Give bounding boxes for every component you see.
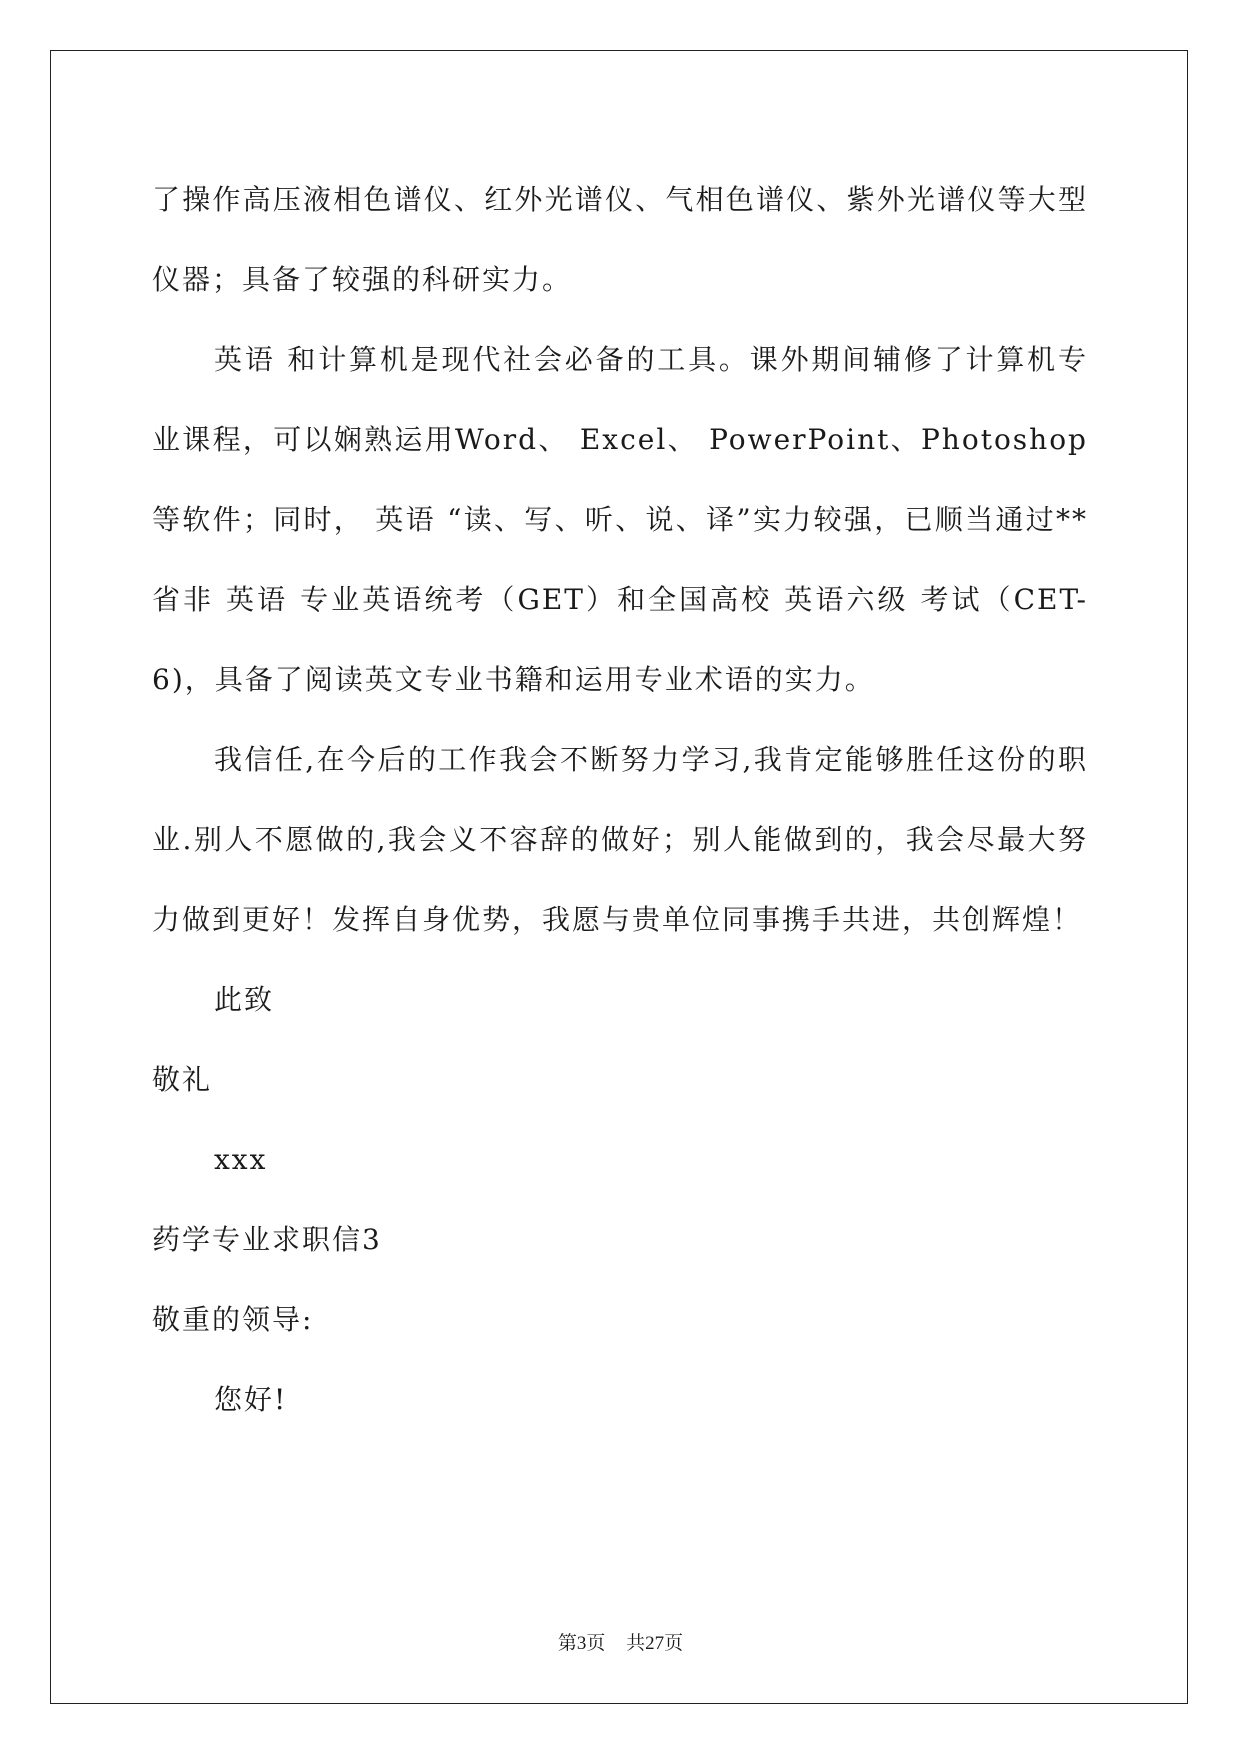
closing-salutation: 此致 <box>214 983 275 1016</box>
page-footer <box>0 1628 1241 1655</box>
paragraph-commitment: 我信任,在今后的工作我会不断努力学习,我肯定能够胜任这份的职业.别人不愿做的,我会义不容辞的做好；别人能做到的，我会尽最大努力做到更好！发挥自身优势，我愿与贵单位同事携手共进，共创辉煌！ <box>152 743 1088 936</box>
letter-title: 药学专业求职信3 <box>152 1223 382 1256</box>
letter-greeting: 敬重的领导: <box>152 1303 314 1336</box>
signature: xxx <box>214 1143 268 1176</box>
closing-regards: 敬礼 <box>152 1063 213 1096</box>
letter-opening: 您好! <box>214 1383 288 1416</box>
document-body <box>152 160 1088 1440</box>
total-pages: 共27页 <box>626 1633 684 1654</box>
paragraph-instruments: 了操作高压液相色谱仪、红外光谱仪、气相色谱仪、紫外光谱仪等大型仪器；具备了较强的科研实力。 <box>152 183 1088 296</box>
page-number: 第3页 <box>557 1633 606 1654</box>
paragraph-english-computer: 英语 和计算机是现代社会必备的工具。课外期间辅修了计算机专业课程，可以娴熟运用Word、 Excel、 PowerPoint、Photoshop等软件；同时， 英语 “读、写、听、说、译”实力较强，已顺当通过**省非 英语 专业英语统考（GET）和全国高校 英语六级 考试（CET-6)，具备了阅读英文专业书籍和运用专业术语的实力。 <box>152 343 1088 696</box>
